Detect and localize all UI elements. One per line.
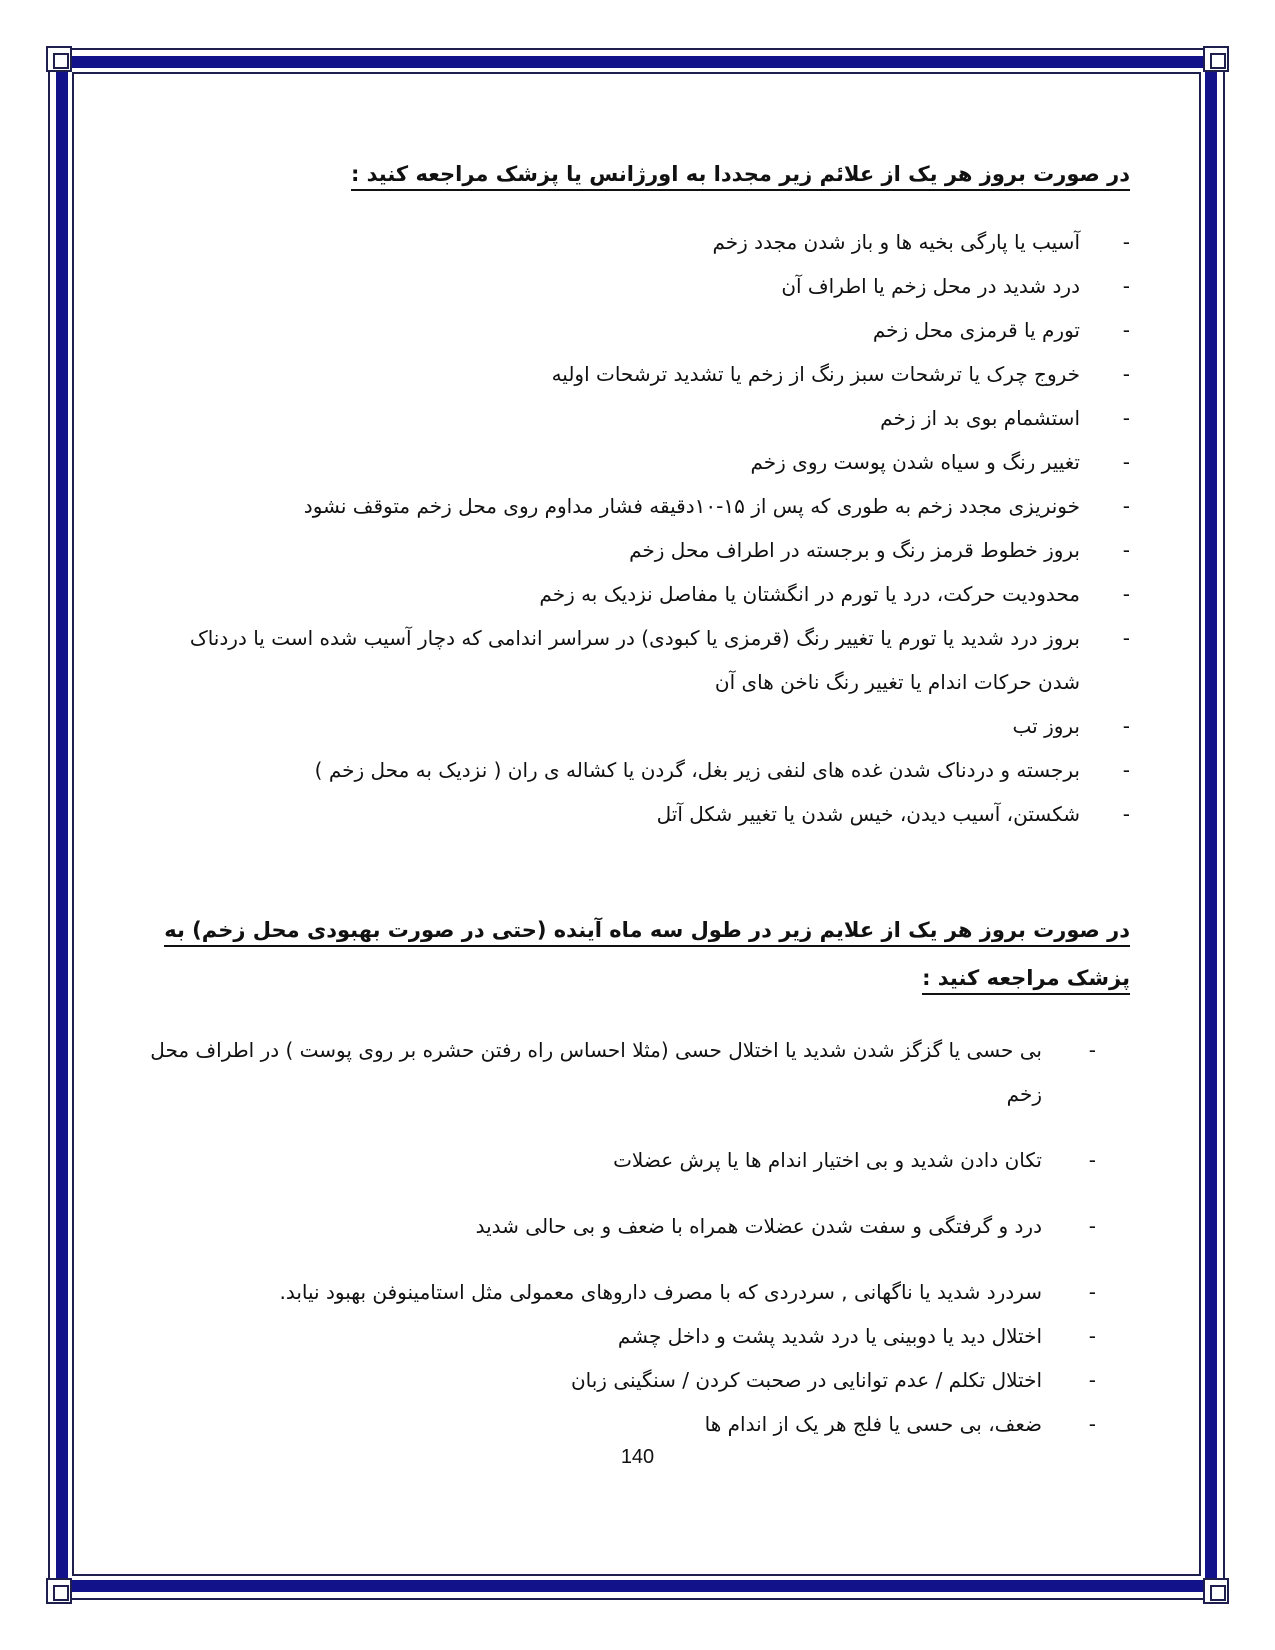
bullet-dash: - bbox=[1122, 450, 1130, 474]
list-item: - محدودیت حرکت، درد یا تورم در انگشتان یا مفاصل نزدیک به زخم bbox=[150, 572, 1130, 616]
bullet-dash: - bbox=[1122, 362, 1130, 386]
list-item: - اختلال تکلم / عدم توانایی در صحبت کردن / سنگینی زبان bbox=[150, 1358, 1130, 1402]
bullet-dash: - bbox=[1122, 758, 1130, 782]
corner-ornament-top-left bbox=[46, 46, 72, 72]
list-item: - سردرد شدید یا ناگهانی , سردردی که با مصرف داروهای معمولی مثل استامینوفن بهبود نیابد. bbox=[150, 1270, 1130, 1314]
list-item: - اختلال دید یا دوبینی یا درد شدید پشت و داخل چشم bbox=[150, 1314, 1130, 1358]
page-number: 140 bbox=[620, 1446, 655, 1468]
list-item: - خونریزی مجدد زخم به طوری که پس از ۱۵-۱۰دقیقه فشار مداوم روی محل زخم متوقف نشود bbox=[150, 484, 1130, 528]
bullet-dash: - bbox=[1088, 1368, 1096, 1392]
bullet-dash: - bbox=[1088, 1038, 1096, 1062]
bullet-dash: - bbox=[1122, 494, 1130, 518]
list-item: - تورم یا قرمزی محل زخم bbox=[150, 308, 1130, 352]
section-1-heading-text: در صورت بروز هر یک از علائم زیر مجددا به اورژانس یا پزشک مراجعه کنید : bbox=[351, 162, 1130, 191]
list-item: - برجسته و دردناک شدن غده های لنفی زیر بغل، گردن یا کشاله ی ران ( نزدیک به محل زخم ) bbox=[150, 748, 1130, 792]
list-item: - درد و گرفتگی و سفت شدن عضلات همراه با ضعف و بی حالی شدید bbox=[150, 1204, 1130, 1248]
list-item: - تکان دادن شدید و بی اختیار اندام ها یا پرش عضلات bbox=[150, 1138, 1130, 1182]
section-1-heading bbox=[150, 150, 1130, 198]
section-1-symptom-list bbox=[150, 220, 1130, 836]
list-item: - بروز درد شدید یا تورم یا تغییر رنگ (قرمزی یا کبودی) در سراسر اندامی که دچار آسیب شده است یا دردناک شدن حرکات اندام یا تغییر رنگ ناخن های آن bbox=[150, 616, 1130, 704]
bullet-dash: - bbox=[1088, 1148, 1096, 1172]
section-2-symptom-list bbox=[150, 1028, 1130, 1446]
bullet-dash: - bbox=[1122, 538, 1130, 562]
section-2-heading-text: در صورت بروز هر یک از علایم زیر در طول سه ماه آینده (حتی در صورت بهبودی محل زخم) به پزشک مراجعه کنید : bbox=[164, 918, 1130, 995]
bullet-dash: - bbox=[1122, 318, 1130, 342]
list-item: - بروز تب bbox=[150, 704, 1130, 748]
corner-ornament-bottom-left bbox=[46, 1578, 72, 1604]
section-2-heading bbox=[150, 906, 1130, 1002]
list-item: - بروز خطوط قرمز رنگ و برجسته در اطراف محل زخم bbox=[150, 528, 1130, 572]
bullet-dash: - bbox=[1122, 582, 1130, 606]
list-item: - استشمام بوی بد از زخم bbox=[150, 396, 1130, 440]
bullet-dash: - bbox=[1122, 714, 1130, 738]
bullet-dash: - bbox=[1088, 1412, 1096, 1436]
bullet-dash: - bbox=[1122, 406, 1130, 430]
bullet-dash: - bbox=[1122, 230, 1130, 254]
bullet-dash: - bbox=[1088, 1324, 1096, 1348]
bullet-dash: - bbox=[1122, 802, 1130, 826]
corner-ornament-top-right bbox=[1203, 46, 1229, 72]
bullet-dash: - bbox=[1122, 274, 1130, 298]
list-item: - شکستن، آسیب دیدن، خیس شدن یا تغییر شکل آتل bbox=[150, 792, 1130, 836]
list-item: - خروج چرک یا ترشحات سبز رنگ از زخم یا تشدید ترشحات اولیه bbox=[150, 352, 1130, 396]
list-item: - تغییر رنگ و سیاه شدن پوست روی زخم bbox=[150, 440, 1130, 484]
corner-ornament-bottom-right bbox=[1203, 1578, 1229, 1604]
bullet-dash: - bbox=[1088, 1280, 1096, 1304]
bullet-dash: - bbox=[1122, 626, 1130, 650]
list-item: - بی حسی یا گزگز شدن شدید یا اختلال حسی (مثلا احساس راه رفتن حشره بر روی پوست ) در اطراف محل زخم bbox=[150, 1028, 1130, 1116]
list-item: - آسیب یا پارگی بخیه ها و باز شدن مجدد زخم bbox=[150, 220, 1130, 264]
list-item: - ضعف، بی حسی یا فلج هر یک از اندام ها bbox=[150, 1402, 1130, 1446]
list-item: - درد شدید در محل زخم یا اطراف آن bbox=[150, 264, 1130, 308]
bullet-dash: - bbox=[1088, 1214, 1096, 1238]
page-content bbox=[150, 150, 1130, 1446]
